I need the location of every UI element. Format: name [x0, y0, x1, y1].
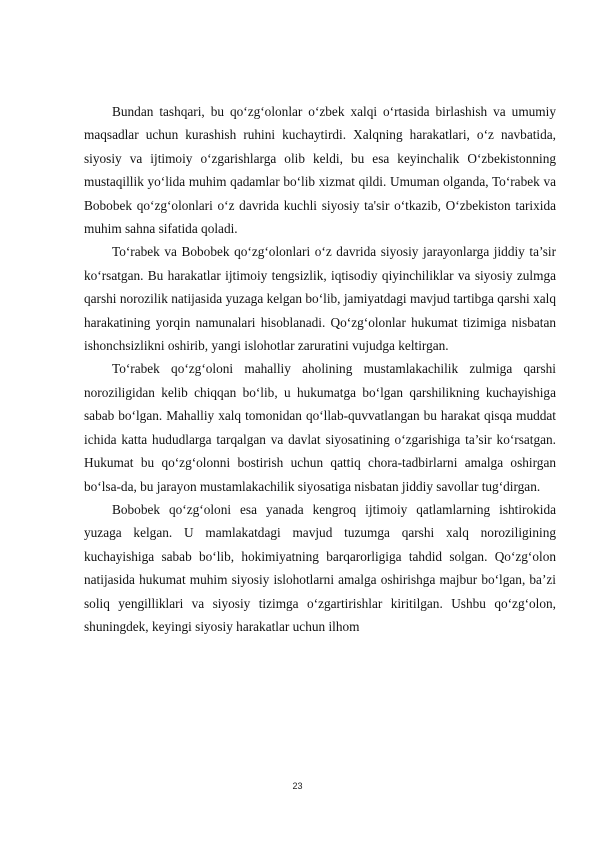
paragraph-1: Bundan tashqari, bu qo‘zg‘olonlar o‘zbek xalqi o‘rtasida birlashish va umumiy maqsadlar uchun kurashish ruhini kuchaytirdi. Xalqning harakatlari, o‘z navbatida, siyosiy va ijtimoiy o‘zgarishlarga olib keldi, bu esa keyinchalik O‘zbekistonning mustaqillik yo‘lida muhim qadamlar bo‘lib xizmat qildi. Umuman olganda, To‘rabek va Bobobek qo‘zg‘olonlari o‘z davrida kuchli siyosiy ta'sir o‘tkazib, O‘zbekiston tarixida muhim sahna sifatida qoladi.	[84, 104, 556, 237]
paragraph-3: To‘rabek qo‘zg‘oloni mahalliy aholining mustamlakachilik zulmiga qarshi noroziligidan kelib chiqqan bo‘lib, u hukumatga bo‘lgan qarshilikning kuchayishiga sabab bo‘lgan. Mahalliy xalq tomonidan qo‘llab-quvvatlangan bu harakat qisqa muddat ichida katta hududlarga tarqalgan va davlat siyosatining o‘zgarishiga ta’sir ko‘rsatgan. Hukumat bu qo‘zg‘olonni bostirish uchun qattiq chora-tadbirlarni amalga oshirgan bo‘lsa-da, bu jarayon mustamlakachilik siyosatiga nisbatan jiddiy savollar tug‘dirgan.	[84, 361, 556, 494]
page-number: 23	[292, 781, 303, 791]
paragraph-4: Bobobek qo‘zg‘oloni esa yanada kengroq ijtimoiy qatlamlarning ishtirokida yuzaga kelgan. U mamlakatdagi mavjud tuzumga qarshi xalq noroziligining kuchayishiga sabab bo‘lib, hokimiyatning barqarorligiga tahdid solgan. Qo‘zg‘olon natijasida hukumat muhim siyosiy islohotlarni amalga oshirishga majbur bo‘lgan, ba’zi soliq yengilliklari va siyosiy tizimga o‘zgartirishlar kiritilgan. Ushbu qo‘zg‘olon, shuningdek, keyingi siyosiy harakatlar uchun ilhom	[84, 501, 556, 634]
paragraph-2: To‘rabek va Bobobek qo‘zg‘olonlari o‘z davrida siyosiy jarayonlarga jiddiy ta’sir ko‘rsatgan. Bu harakatlar ijtimoiy tengsizlik, iqtisodiy qiyinchiliklar va siyosiy zulmga qarshi norozilik natijasida yuzaga kelgan bo‘lib, jamiyatdagi mavjud tartibga qarshi xalq harakatining yorqin namunalari hisoblanadi. Qo‘zg‘olonlar hukumat tizimiga nisbatan ishonchsizlikni oshirib, yangi islohotlar zaruratini vujudga keltirgan.	[84, 244, 556, 354]
body-text	[84, 100, 556, 638]
